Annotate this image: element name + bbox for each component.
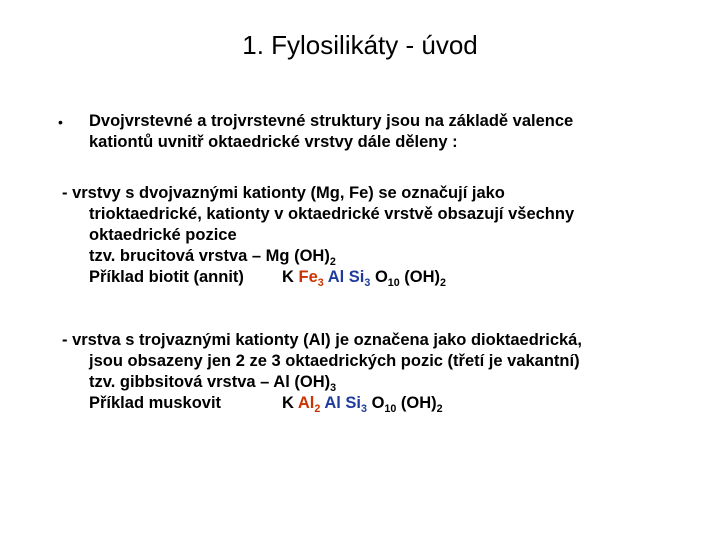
biotite-label: Příklad biotit (annit) [89,268,244,286]
formula-k: K [282,268,299,286]
formula-oh-sub: 2 [436,402,443,415]
formula-o-sub: 10 [387,276,400,289]
gibbsite-layer-line [62,372,582,393]
bullet-paragraph [89,111,689,153]
formula-si-sub: 3 [361,402,367,415]
dioct-line-2: jsou obsazeny jen 2 ze 3 oktaedrických pozic (třetí je vakantní) [89,352,580,370]
trioct-line-1: - vrstvy s dvojvaznými kationty (Mg, Fe) se označují jako [62,184,505,202]
formula-fe-symbol: Fe [298,268,318,286]
formula-fe [298,268,324,289]
formula-al-si [323,268,371,289]
brucite-layer-text: tzv. brucitová vrstva – Mg (OH) [89,247,330,265]
formula-si-symbol: Si [345,394,362,412]
formula-al-symbol: Al [323,268,349,286]
formula-si-symbol: Si [348,268,365,286]
bullet-marker: • [58,114,63,130]
brucite-layer-sub: 2 [329,255,336,268]
formula-o-sub: 10 [384,402,397,415]
formula-o: O [366,394,385,412]
biotite-formula [282,268,447,289]
formula-al1-symbol: Al [297,394,315,412]
muscovite-example-line [62,393,582,414]
page-title: 1. Fylosilikáty - úvod [242,30,478,60]
formula-fe-sub: 3 [317,276,324,289]
formula-k: K [282,394,298,412]
formula-oh: (OH) [399,268,441,286]
formula-o: O [370,268,388,286]
formula-oh-sub: 2 [440,276,447,289]
muscovite-formula [282,394,443,415]
formula-al-symbol: Al [320,394,346,412]
bullet-line-2: kationtů uvnitř oktaedrické vrstvy dále děleny : [89,133,458,151]
trioct-line-2: trioktaedrické, kationty v oktaedrické vrstvě obsazují všechny [89,205,575,223]
bullet-line-1: Dvojvrstevné a trojvrstevné struktury jsou na základě valence [89,112,574,130]
formula-al-octahedral [297,394,321,415]
dioct-line-1: - vrstva s trojvaznými kationty (Al) je označena jako dioktaedrická, [62,331,582,349]
formula-oh: (OH) [396,394,437,412]
formula-al-si [320,394,367,415]
trioct-line-3: oktaedrické pozice [89,226,237,244]
brucite-layer-line [62,246,574,267]
biotite-example-line [62,267,574,288]
trioctahedral-section [62,183,574,288]
dioctahedral-section [62,330,582,414]
muscovite-label: Příklad muskovit [89,394,222,412]
gibbsite-layer-sub: 3 [330,381,337,394]
formula-si-sub: 3 [364,276,371,289]
formula-al1-sub: 2 [314,402,321,415]
gibbsite-layer-text: tzv. gibbsitová vrstva – Al (OH) [89,373,331,391]
